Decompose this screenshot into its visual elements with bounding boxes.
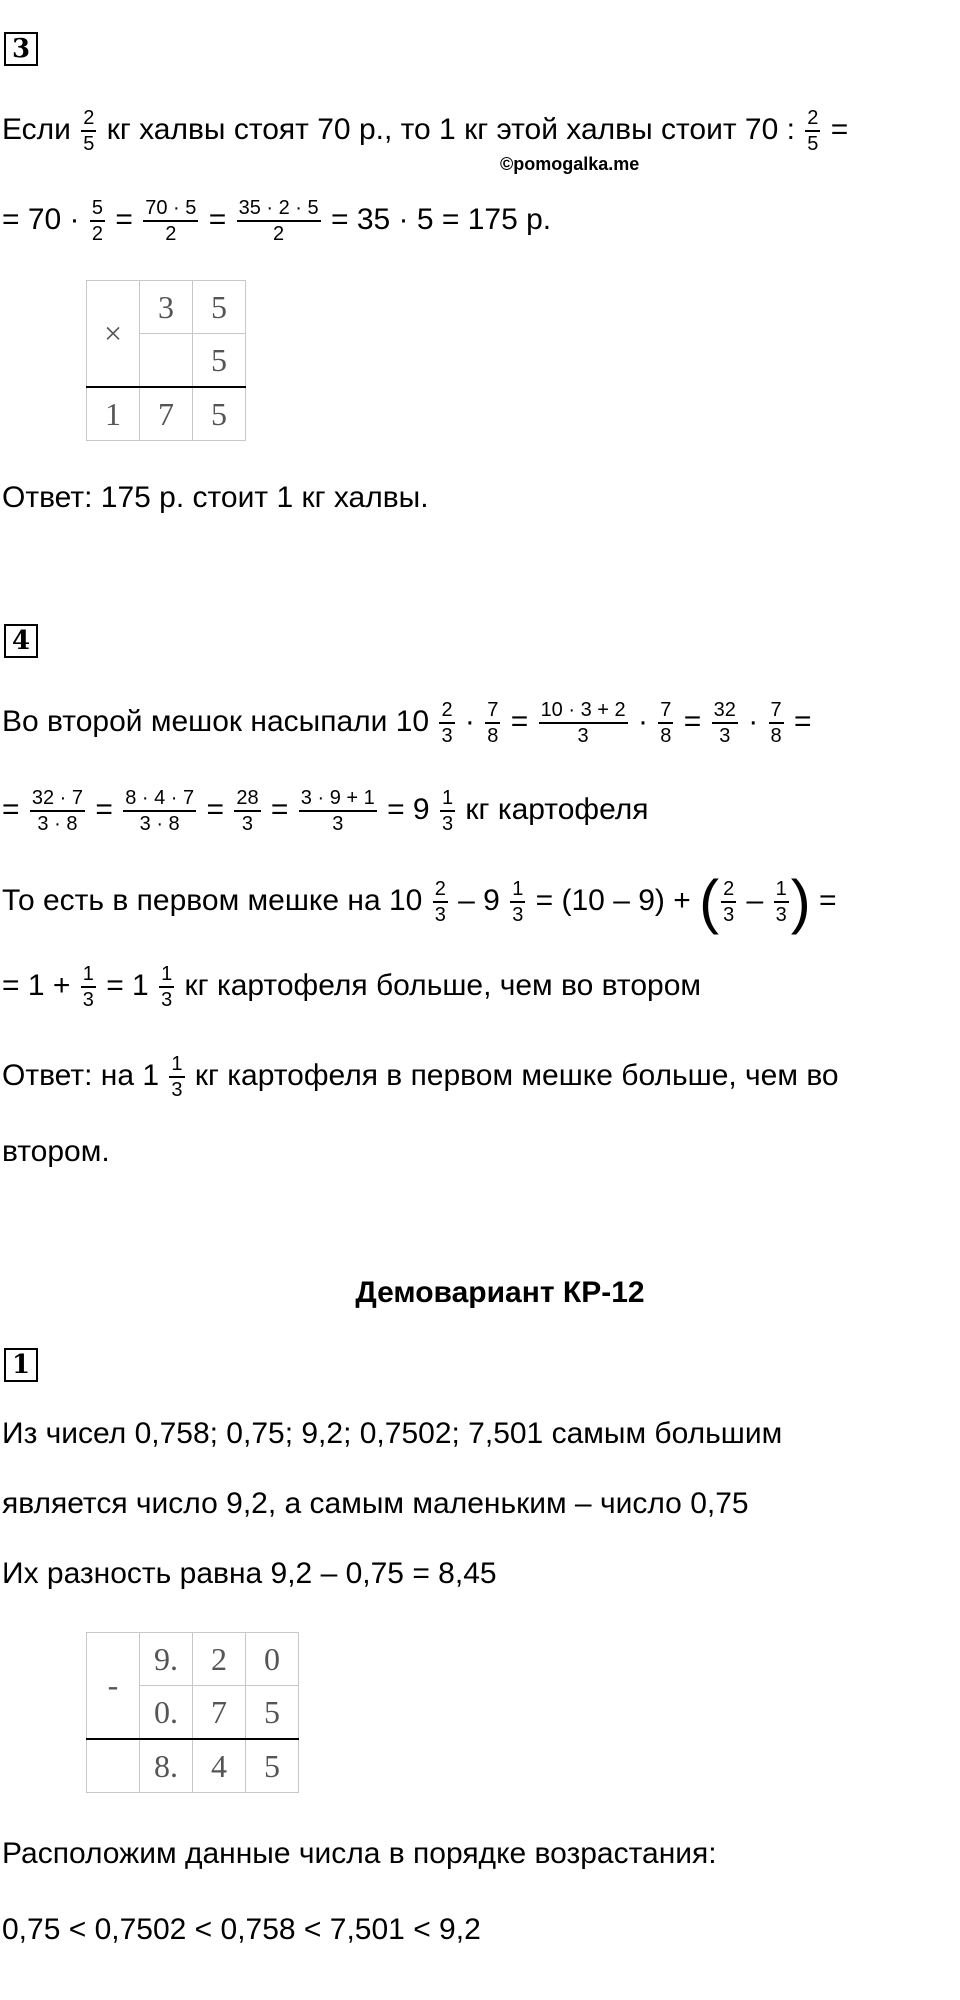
task-4-line-4: = 1 + $\frac{1}{3}$ = 1 $\frac{1}{3}$ кг картофеля больше, чем во втором — [2, 963, 701, 1011]
subtraction-table: - 9. 2 0 0. 7 5 8. 4 5 — [86, 1632, 299, 1793]
watermark: ©pomogalka.me — [500, 154, 640, 174]
fraction: $\frac{2}{5}$ — [83, 107, 95, 155]
task-1-badge: 1 — [4, 1348, 38, 1382]
task-4-line-2: = $\frac{32 \cdot 7}{3 \cdot 8}$ = $\frac{8 \cdot 4 \cdot 7}{3 \cdot 8}$ = $\frac{28}{3}$ = $\frac{3 \cdot 9 + 1}{3}$ = 9 $\frac{1}{3}$ кг картофеля — [2, 787, 649, 835]
fraction: $\frac{70 \cdot 5}{2}$ — [145, 197, 197, 245]
fraction: $\frac{2}{5}$ — [807, 107, 819, 155]
task-3-line-2: = 70 · $\frac{5}{2}$ = $\frac{70 \cdot 5}{2}$ = $\frac{35 \cdot 2 \cdot 5}{2}$ = 35 · 5 = 175 р. — [2, 197, 552, 245]
multiplication-table: × 3 5 5 1 7 5 — [86, 280, 246, 441]
task-4-badge: 4 — [4, 624, 38, 658]
task-1-line-3: Их разность равна 9,2 – 0,75 = 8,45 — [2, 1557, 497, 1590]
operator-cell: × — [87, 281, 140, 388]
task-1-line-2: является число 9,2, а самым маленьким – число 0,75 — [2, 1487, 749, 1520]
operator-cell: - — [87, 1633, 140, 1740]
task-1-line-4: Расположим данные числа в порядке возрастания: — [2, 1837, 717, 1870]
task-4-line-3: То есть в первом мешке на 10 $\frac{2}{3}$ – 9 $\frac{1}{3}$ = (10 – 9) + ( $\frac{2}{3}$ – $\frac{1}{3}$ ) = — [2, 868, 837, 935]
task-3-line-1: Если $\frac{2}{5}$ кг халвы стоят 70 р., то 1 кг этой халвы стоит 70 : $\frac{2}{5}$ = — [2, 107, 849, 155]
task-3-answer: Ответ: 175 р. стоит 1 кг халвы. — [2, 481, 429, 514]
task-1-line-1: Из чисел 0,758; 0,75; 9,2; 0,7502; 7,501 самым большим — [2, 1417, 783, 1450]
task-4-answer-continued: втором. — [2, 1135, 110, 1168]
task-4-line-1: Во второй мешок насыпали 10 $\frac{2}{3}$ · $\frac{7}{8}$ = $\frac{10 \cdot 3 + 2}{3}$ · $\frac{7}{8}$ = $\frac{32}{3}$ · $\frac{7}{8}$ = — [2, 699, 812, 747]
section-heading: Демовариант КР-12 — [355, 1276, 645, 1309]
task-1-line-5: 0,75 < 0,7502 < 0,758 < 7,501 < 9,2 — [2, 1913, 481, 1946]
task-4-answer: Ответ: на 1 $\frac{1}{3}$ кг картофеля в первом мешке больше, чем во — [2, 1053, 839, 1101]
fraction: $\frac{5}{2}$ — [91, 197, 104, 245]
task-3-badge: 3 — [4, 32, 38, 66]
fraction: $\frac{35 \cdot 2 \cdot 5}{2}$ — [238, 197, 319, 245]
